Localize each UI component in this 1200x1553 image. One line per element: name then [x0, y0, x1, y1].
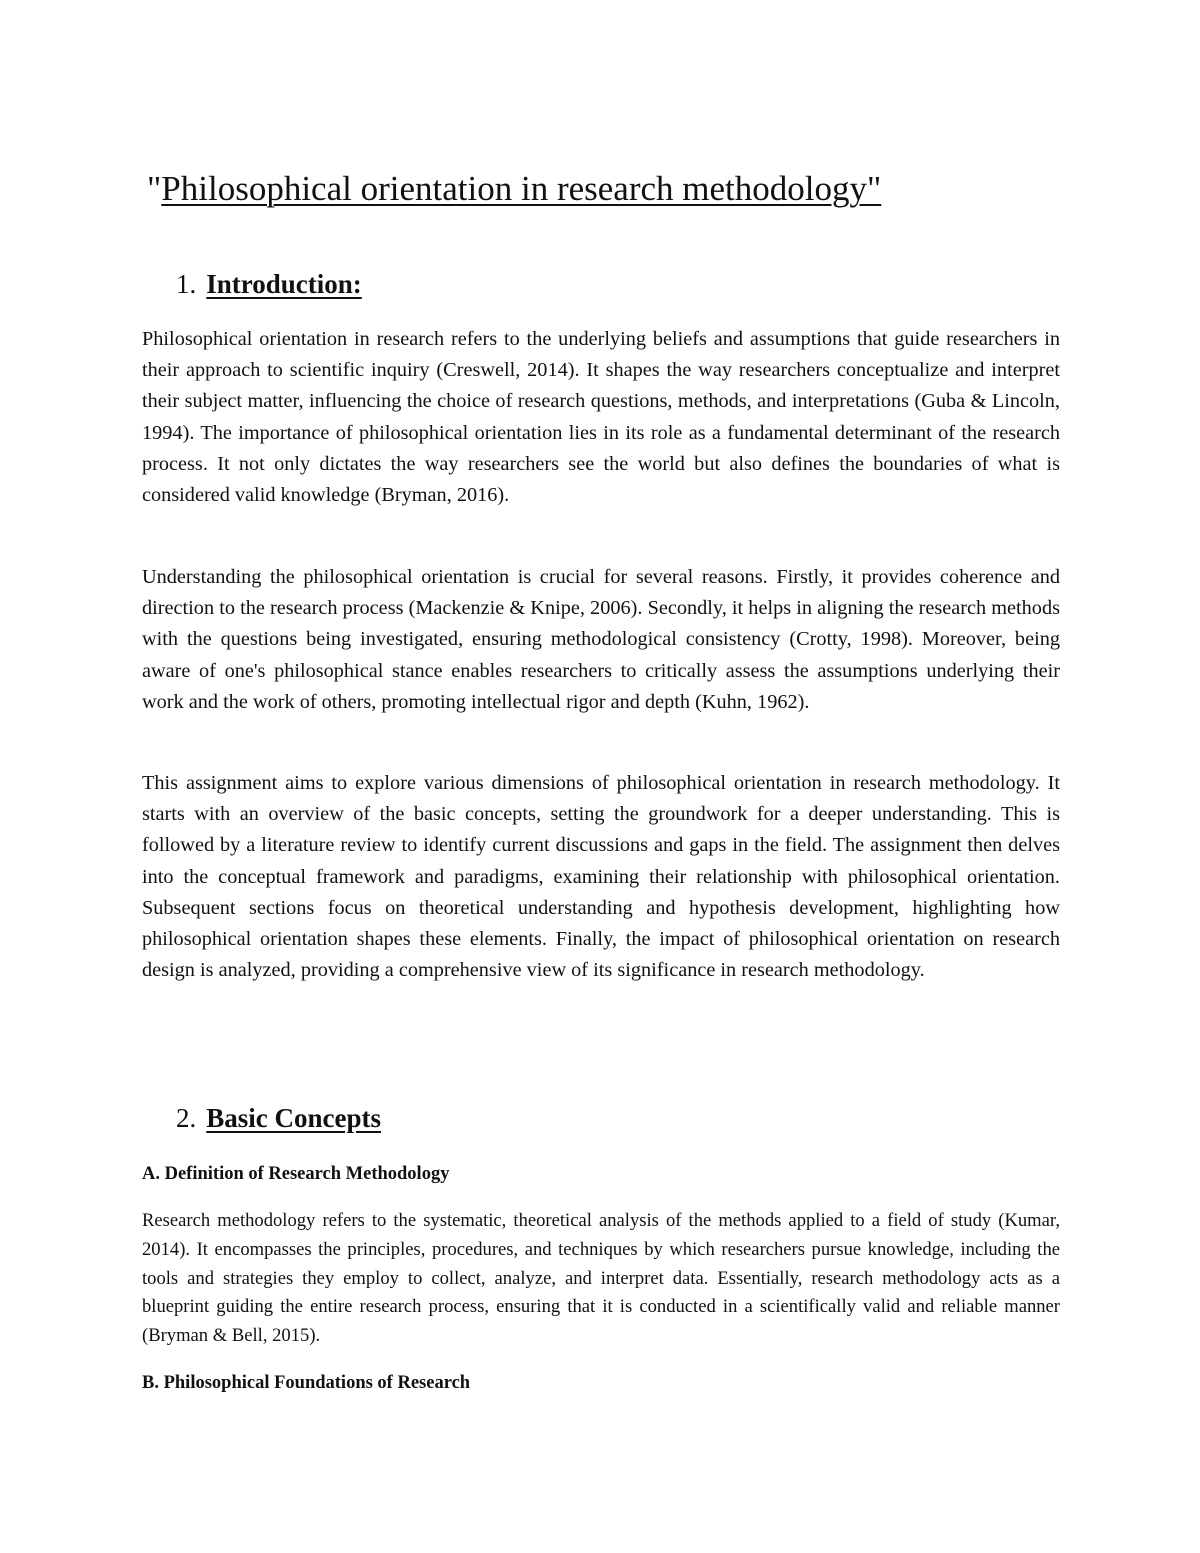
- section-heading-text: Basic Concepts: [206, 1103, 381, 1133]
- definition-paragraph: Research methodology refers to the systematic, theoretical analysis of the methods applied to a field of study (Kumar, 2014). It encompasses the principles, procedures, and techniques by which researchers pursue knowledge, including the tools and strategies they employ to collect, analyze, and interpret data. Essentially, research methodology acts as a blueprint guiding the entire research process, ensuring that it is conducted in a scientifically valid and reliable manner (Bryman & Bell, 2015).: [142, 1210, 1060, 1347]
- section-heading-introduction: [176, 266, 362, 302]
- intro-paragraph-3: This assignment aims to explore various dimensions of philosophical orientation in research methodology. It starts with an overview of the basic concepts, setting the groundwork for a deeper understanding. This is followed by a literature review to identify current discussions and gaps in the field. The assignment then delves into the conceptual framework and paradigms, examining their relationship with philosophical orientation. Subsequent sections focus on theoretical understanding and hypothesis development, highlighting how philosophical orientation shapes these elements. Finally, the impact of philosophical orientation on research design is analyzed, providing a comprehensive view of its significance in research methodology.: [142, 772, 1060, 982]
- section-number: 2.: [176, 1103, 197, 1133]
- section-heading-basic-concepts: [176, 1100, 381, 1136]
- section-heading-text: Introduction:: [206, 269, 362, 299]
- title-open-quote: ": [147, 169, 162, 208]
- intro-paragraph-1: Philosophical orientation in research refers to the underlying beliefs and assumptions that guide researchers in their approach to scientific inquiry (Creswell, 2014). It shapes the way researchers conceptualize and interpret their subject matter, influencing the choice of research questions, methods, and interpretations (Guba & Lincoln, 1994). The importance of philosophical orientation lies in its role as a fundamental determinant of the research process. It not only dictates the way researchers see the world but also defines the boundaries of what is considered valid knowledge (Bryman, 2016).: [142, 328, 1060, 507]
- section-number: 1.: [176, 269, 197, 299]
- intro-paragraph-2: Understanding the philosophical orientation is crucial for several reasons. Firstly, it provides coherence and direction to the research process (Mackenzie & Knipe, 2006). Secondly, it helps in aligning the research methods with the questions being investigated, ensuring methodological consistency (Crotty, 1998). Moreover, being aware of one's philosophical stance enables researchers to critically assess the assumptions underlying their work and the work of others, promoting intellectual rigor and depth (Kuhn, 1962).: [142, 566, 1060, 713]
- subsection-heading-philosophical-foundations: B. Philosophical Foundations of Research: [142, 1373, 471, 1393]
- subsection-heading-definition: A. Definition of Research Methodology: [142, 1164, 450, 1184]
- title-text: Philosophical orientation in research methodology": [161, 169, 882, 208]
- document-title: [147, 166, 881, 212]
